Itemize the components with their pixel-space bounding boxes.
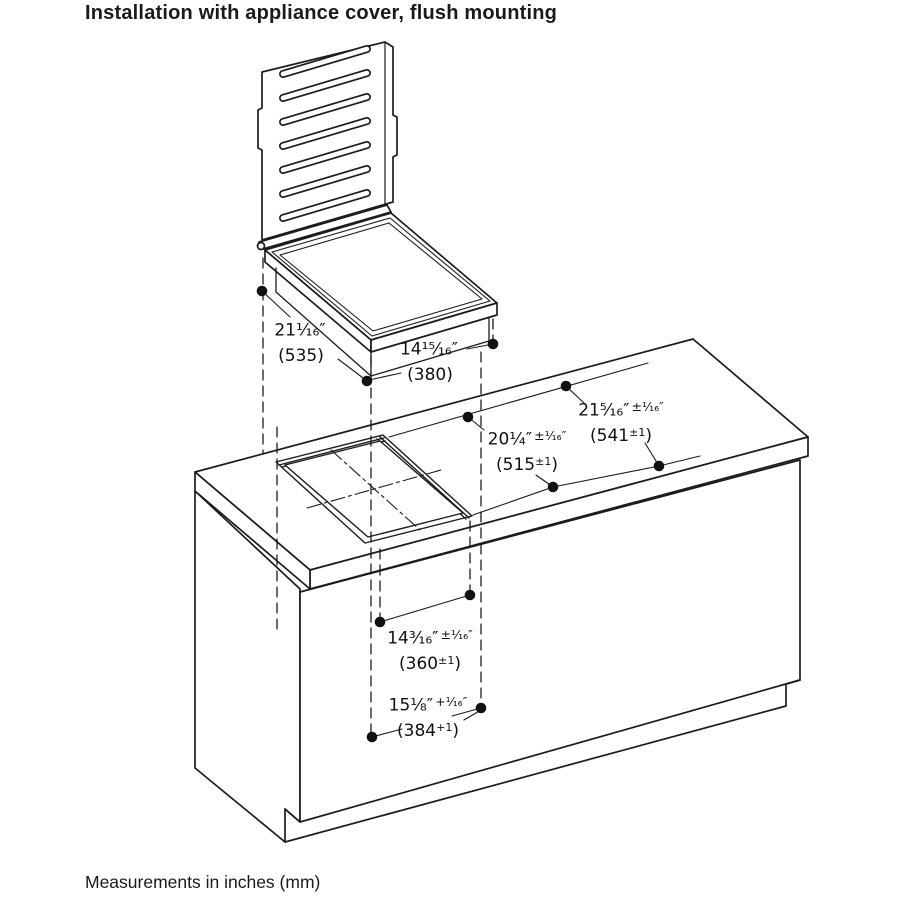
cutout-depth-tolerance: ±¹⁄₁₆″ <box>534 427 567 443</box>
leader-535-top <box>262 291 290 317</box>
dot-shared-corner <box>362 376 373 387</box>
dimension-label-recess-width: 15⅛″ $^{+^1⁄_{16}''}$ $(384^{+1})$ <box>388 693 468 741</box>
dot-384-right <box>476 703 487 714</box>
recess-width-mm: (384 <box>397 720 437 741</box>
dot-360-left <box>375 617 386 628</box>
appliance-depth-mm: (535 <box>278 345 318 366</box>
appliance-depth-inches: 21¹⁄₁₆″ <box>274 320 326 341</box>
dot-360-right <box>465 590 476 601</box>
recess-width-tolerance: +¹⁄₁₆″ <box>435 693 468 709</box>
dot-515-top <box>463 412 474 423</box>
recess-depth-inches: 21⁵⁄₁₆″ <box>578 400 630 421</box>
cutout-width-inches: 14³⁄₁₆″ <box>387 628 439 649</box>
dimension-label-recess-depth: 21⁵⁄₁₆″ $^{\pm^1⁄_{16}''}$ $(541^{\pm 1})$ <box>578 398 664 446</box>
dot-384-left <box>367 732 378 743</box>
leader-535-bottom <box>338 359 367 381</box>
appliance-width-inches: 14¹⁵⁄₁₆″ <box>399 339 459 360</box>
page-title: Installation with appliance cover, flush mounting <box>85 2 558 24</box>
cutout-width-tolerance: ±¹⁄₁₆″ <box>440 626 473 642</box>
recess-depth-tolerance: ±¹⁄₁₆″ <box>631 398 664 414</box>
measurements-note: Measurements in inches (mm) <box>85 872 321 892</box>
recess-width-inches: 15⅛″ <box>388 695 434 716</box>
cutout-depth-mm: (515 <box>496 454 536 475</box>
dimension-label-cutout-width: 14³⁄₁₆″ $^{\pm^1⁄_{16}''}$ $(360^{\pm 1})$ <box>387 626 473 674</box>
appliance-width-mm: (380 <box>407 364 447 385</box>
dimension-label-cutout-depth: 20¼″ $^{\pm^1⁄_{16}''}$ $(515^{\pm 1})$ <box>487 427 567 475</box>
dot-541-bottom <box>654 461 665 472</box>
dot-535-top <box>257 286 268 297</box>
dimension-label-appliance-depth: 21¹⁄₁₆″ (535) <box>274 320 326 366</box>
leader-380-left <box>369 373 401 380</box>
dot-380-right <box>488 339 499 350</box>
dimension-label-appliance-width: 14¹⁵⁄₁₆″ (380) <box>399 339 459 385</box>
hinge-knuckle <box>258 243 265 250</box>
recess-depth-mm: (541 <box>590 425 630 446</box>
cutout-depth-inches: 20¼″ <box>487 429 533 450</box>
dot-515-bottom <box>548 482 559 493</box>
cutout-width-mm: (360 <box>399 653 439 674</box>
dot-541-top <box>561 381 572 392</box>
